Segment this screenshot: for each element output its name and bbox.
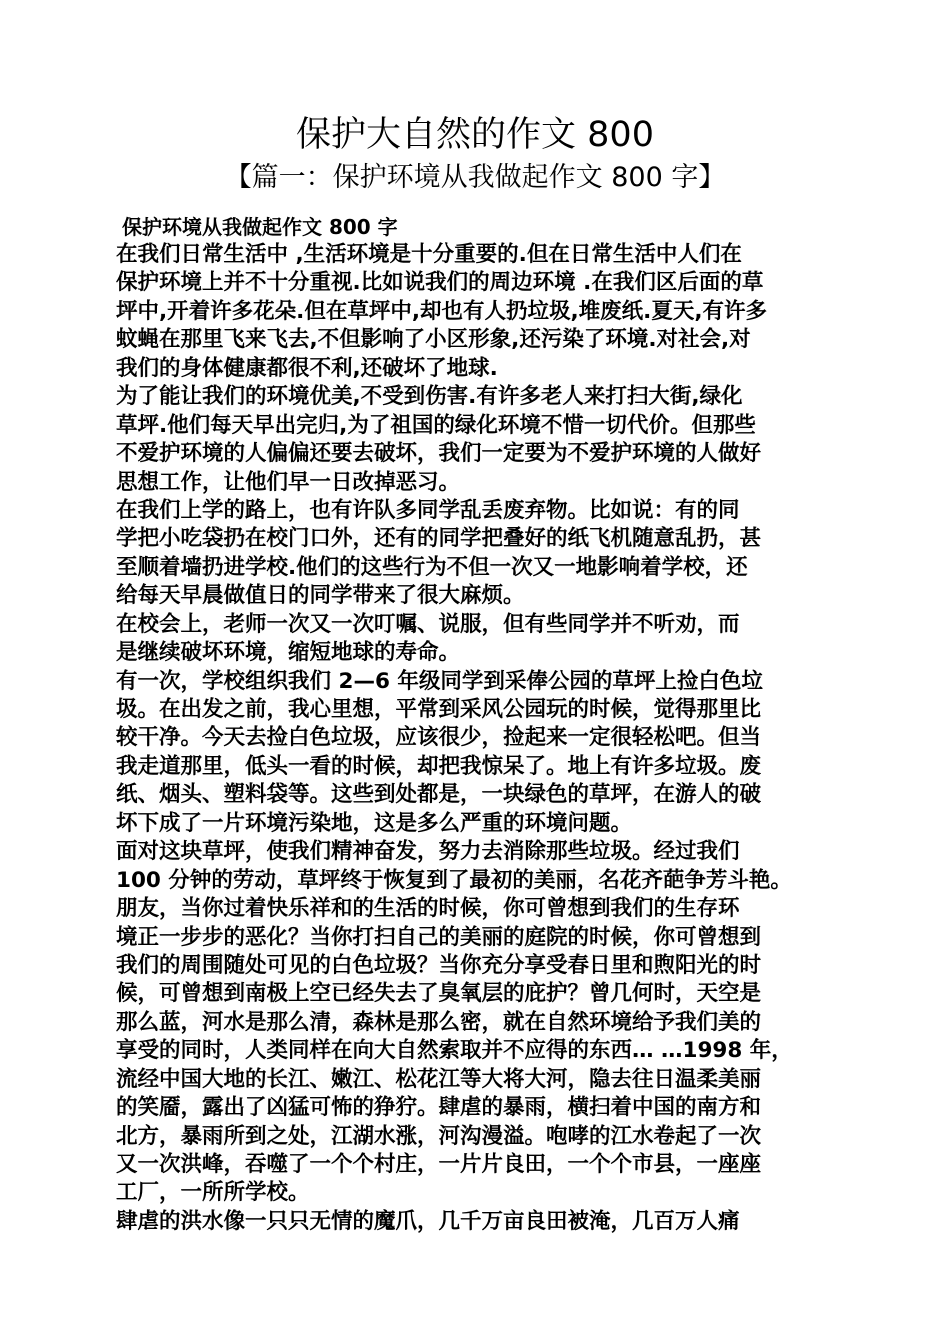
body-line: 草坪.他们每天早出完归,为了祖国的绿化环境不惜一切代价。但那些 [116, 412, 756, 438]
body-line: 较干净。今天去捡白色垃圾，应该很少，捡起来一定很轻松吧。但当 [116, 725, 762, 751]
body-line: 100 分钟的劳动，草坪终于恢复到了最初的美丽，名花齐葩争芳斗艳。 [116, 867, 792, 893]
essay-body [116, 241, 846, 1236]
body-line: 学把小吃袋扔在校门口外，还有的同学把叠好的纸飞机随意乱扔，甚 [116, 526, 762, 552]
body-line: 纸、烟头、塑料袋等。这些到处都是，一块绿色的草坪，在游人的破 [116, 782, 762, 808]
body-line: 候，可曾想到南极上空已经失去了臭氧层的庇护？曾几何时，天空是 [116, 981, 762, 1007]
document-subtitle: 【篇一：保护环境从我做起作文 800 字】 [224, 162, 726, 193]
body-line: 有一次，学校组织我们 2—6 年级同学到采俸公园的草坪上捡白色垃 [116, 668, 763, 694]
body-line: 是继续破坏环境，缩短地球的寿命。 [116, 640, 461, 666]
body-line: 不爱护环境的人偏偏还要去破坏，我们一定要为不爱护环境的人做好 [116, 441, 762, 467]
body-line: 工厂，一所所学校。 [116, 1180, 310, 1206]
essay-title: 保护环境从我做起作文 800 字 [122, 215, 398, 239]
body-line: 我们的周围随处可见的白色垃圾？当你充分享受春日里和煦阳光的时 [116, 952, 762, 978]
body-line: 又一次洪峰，吞噬了一个个村庄，一片片良田，一个个市县，一座座 [116, 1152, 762, 1177]
body-line: 肆虐的洪水像一只只无情的魔爪，几千万亩良田被淹，几百万人痛 [116, 1208, 740, 1234]
body-line: 流经中国大地的长江、嫩江、松花江等大将大河，隐去往日温柔美丽 [116, 1066, 762, 1092]
body-line: 保护环境上并不十分重视.比如说我们的周边环境 .在我们区后面的草 [116, 270, 764, 296]
body-line: 在我们上学的路上，也有许队多同学乱丢废弃物。比如说：有的同 [116, 497, 740, 523]
body-line: 为了能让我们的环境优美,不受到伤害.有许多老人来打扫大街,绿化 [116, 384, 743, 410]
body-line: 境正一步步的恶化？当你打扫自己的美丽的庭院的时候，你可曾想到 [116, 924, 762, 950]
body-line: 我走道那里，低头一看的时候，却把我惊呆了。地上有许多垃圾。废 [116, 753, 762, 779]
body-line: 北方，暴雨所到之处，江湖水涨，河沟漫溢。咆哮的江水卷起了一次 [116, 1123, 762, 1149]
body-line: 圾。在出发之前，我心里想，平常到采风公园玩的时候，觉得那里比 [116, 697, 762, 722]
body-line: 享受的同时，人类同样在向大自然索取并不应得的东西… …1998 年， [116, 1038, 793, 1064]
body-line: 的笑靥，露出了凶猛可怖的狰狞。肆虐的暴雨，横扫着中国的南方和 [116, 1095, 762, 1121]
body-line: 蚊蝇在那里飞来飞去,不但影响了小区形象,还污染了环境.对社会,对 [116, 327, 751, 353]
body-line: 给每天早晨做值日的同学带来了很大麻烦。 [116, 583, 525, 609]
body-line: 思想工作，让他们早一日改掉恶习。 [116, 469, 461, 495]
body-line: 我们的身体健康都很不利,还破坏了地球. [116, 355, 498, 381]
body-line: 坪中,开着许多花朵.但在草坪中,却也有人扔垃圾,堆废纸.夏天,有许多 [116, 298, 768, 324]
body-line: 至顺着墙扔进学校.他们的这些行为不但一次又一地影响着学校，还 [116, 554, 748, 580]
body-line: 朋友，当你过着快乐祥和的生活的时候，你可曾想到我们的生存环 [116, 896, 740, 922]
body-line: 那么蓝，河水是那么清，森林是那么密，就在自然环境给予我们美的 [116, 1009, 762, 1035]
body-line: 在校会上，老师一次又一次叮嘱、说服，但有些同学并不听劝，而 [116, 611, 740, 637]
body-line: 在我们日常生活中 ,生活环境是十分重要的.但在日常生活中人们在 [116, 242, 742, 267]
document-title: 保护大自然的作文 800 [296, 115, 654, 155]
body-line: 坏下成了一片环境污染地，这是多么严重的环境问题。 [116, 810, 633, 836]
body-line: 面对这块草坪，使我们精神奋发，努力去消除那些垃圾。经过我们 [116, 839, 740, 865]
